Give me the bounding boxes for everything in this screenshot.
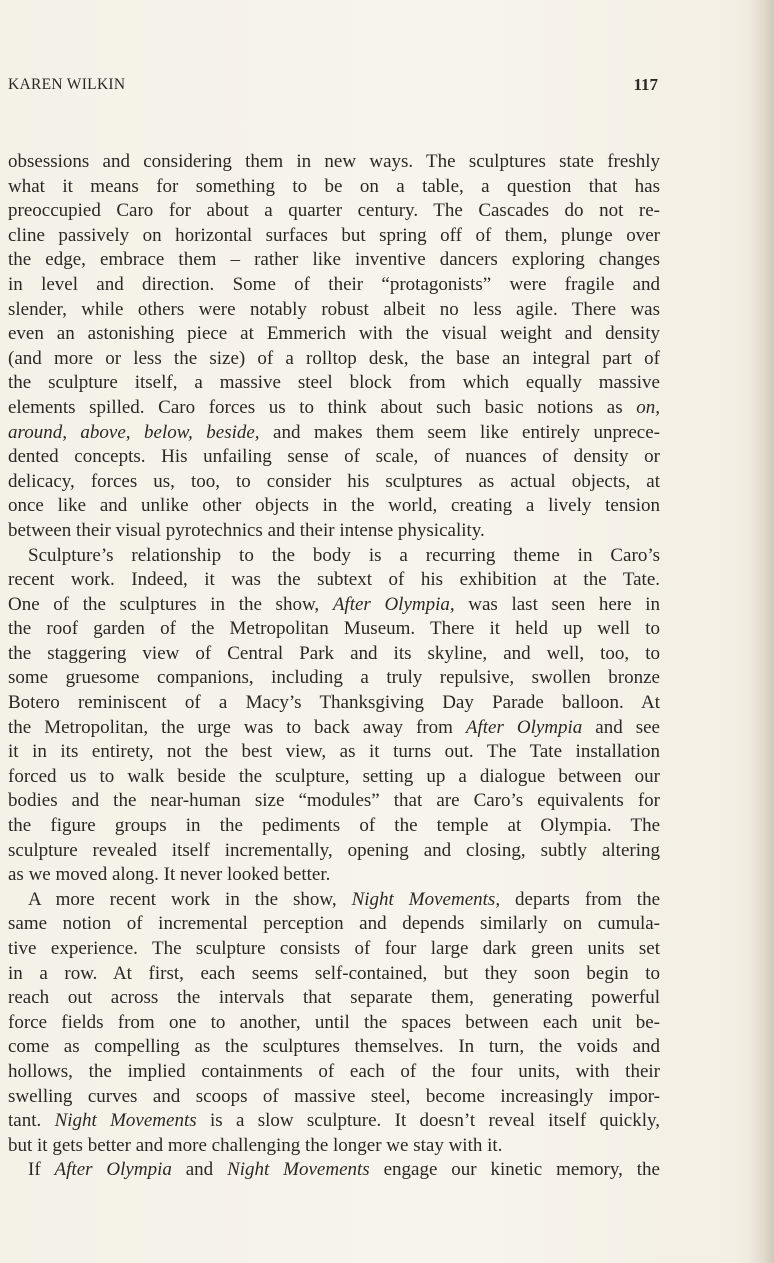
text-line <box>8 1109 660 1134</box>
text-line <box>8 789 660 814</box>
text-segment: and makes them seem like entirely unprece- <box>259 421 660 443</box>
text-line <box>8 150 660 175</box>
text-segment: delicacy, forces us, too, to consider his sculptures as actual objects, at <box>8 470 660 492</box>
text-line <box>8 1060 660 1085</box>
text-segment: the figure groups in the pediments of the temple at Olympia. The <box>8 815 660 837</box>
text-line <box>8 617 660 642</box>
text-segment: and <box>171 1159 228 1181</box>
text-segment: once like and unlike other objects in the world, creating a lively tension <box>8 495 660 517</box>
text-segment: tive experience. The sculpture consists of four large dark green units set <box>8 938 660 959</box>
text-segment: elements spilled. Caro forces us to think about such basic notions as <box>8 396 637 418</box>
text-line <box>8 421 660 446</box>
text-line <box>8 814 660 839</box>
text-line <box>8 519 660 544</box>
text-line <box>8 839 660 864</box>
text-segment: the sculpture itself, a massive steel block from which equally massive <box>8 372 660 394</box>
text-line <box>8 175 660 200</box>
text-segment: One of the sculptures in the show, <box>8 593 333 615</box>
text-segment: is a slow sculpture. It doesn’t reveal itself quickly, <box>196 1110 660 1132</box>
text-segment: between their visual pyrotechnics and their intense physicality. <box>8 519 485 541</box>
body-text <box>8 150 660 1183</box>
text-line <box>8 322 660 347</box>
text-line <box>8 199 660 224</box>
text-line <box>8 1134 660 1159</box>
text-segment: the roof garden of the Metropolitan Museum. There it held up well to <box>8 618 660 640</box>
text-line <box>8 273 660 298</box>
page-number: 117 <box>633 75 658 94</box>
text-segment: (and more or less the size) of a rolltop desk, the base an integral part of <box>8 347 660 369</box>
text-line <box>8 1035 660 1060</box>
text-line <box>8 1158 660 1183</box>
text-line <box>8 445 660 470</box>
text-segment: sculpture revealed itself incrementally, opening and closing, subtly altering <box>8 839 660 861</box>
text-line <box>8 470 660 495</box>
text-segment: but it gets better and more challenging the longer we stay with it. <box>8 1134 503 1156</box>
text-line <box>8 740 660 765</box>
text-line <box>8 298 660 323</box>
text-segment: dented concepts. His unfailing sense of scale, of nuances of density or <box>8 446 660 468</box>
text-line <box>8 863 660 888</box>
text-segment: tant. <box>8 1110 55 1132</box>
text-segment: swelling curves and scoops of massive steel, become increasingly impor- <box>8 1085 660 1107</box>
text-line <box>8 642 660 667</box>
text-segment: preoccupied Caro for about a quarter century. The Cascades do not re- <box>8 200 660 222</box>
text-segment: in a row. At first, each seems self-contained, but they soon begin to <box>8 962 660 984</box>
text-segment: it in its entirety, not the best view, as it turns out. The Tate installation <box>8 741 660 763</box>
text-segment: departs from the <box>500 888 660 910</box>
page-header <box>8 76 658 100</box>
text-segment: Sculpture’s relationship to the body is a recurring theme in Caro’s <box>28 544 660 566</box>
text-segment: was last seen here in <box>454 593 660 615</box>
text-line <box>8 986 660 1011</box>
running-head: KAREN WILKIN <box>8 76 126 93</box>
text-line <box>8 371 660 396</box>
text-segment: the edge, embrace them – rather like inventive dancers exploring changes <box>8 249 660 271</box>
italic-text: around, above, below, beside, <box>8 421 260 443</box>
text-segment: slender, while others were notably robust albeit no less agile. There was <box>8 298 660 320</box>
text-line <box>8 962 660 987</box>
text-segment: obsessions and considering them in new ways. The sculptures state freshly <box>8 151 660 172</box>
text-line <box>8 888 660 913</box>
text-line <box>8 1011 660 1036</box>
text-segment: as we moved along. It never looked better. <box>8 864 331 886</box>
text-line <box>8 691 660 716</box>
text-line <box>8 912 660 937</box>
text-line <box>8 544 660 569</box>
italic-text: After Olympia, <box>332 593 455 615</box>
text-segment: the staggering view of Central Park and its skyline, and well, too, to <box>8 642 660 664</box>
text-line <box>8 1085 660 1110</box>
text-line <box>8 666 660 691</box>
italic-text: Night Movements <box>54 1110 197 1132</box>
text-line <box>8 593 660 618</box>
text-line <box>8 568 660 593</box>
text-segment: same notion of incremental perception and depends similarly on cumula- <box>8 913 660 935</box>
text-segment: If <box>28 1159 55 1181</box>
text-segment: forced us to walk beside the sculpture, setting up a dialogue between our <box>8 765 660 787</box>
text-line <box>8 248 660 273</box>
text-segment: some gruesome companions, including a truly repulsive, swollen bronze <box>8 667 660 689</box>
text-segment: hollows, the implied containments of each of the four units, with their <box>8 1060 660 1082</box>
italic-text: Night Movements <box>227 1159 370 1181</box>
text-line <box>8 396 660 421</box>
text-segment: come as compelling as the sculptures themselves. In turn, the voids and <box>8 1036 660 1058</box>
text-segment: even an astonishing piece at Emmerich with the visual weight and density <box>8 323 660 345</box>
italic-text: After Olympia <box>54 1159 172 1181</box>
text-line <box>8 716 660 741</box>
italic-text: Night Movements, <box>351 888 501 910</box>
text-segment: what it means for something to be on a table, a question that has <box>8 175 660 197</box>
text-line <box>8 765 660 790</box>
text-line <box>8 224 660 249</box>
text-segment: Botero reminiscent of a Macy’s Thanksgiving Day Parade balloon. At <box>8 692 660 714</box>
text-segment: the Metropolitan, the urge was to back away from <box>8 716 466 738</box>
text-segment: A more recent work in the show, <box>28 888 352 910</box>
text-segment: bodies and the near-human size “modules” that are Caro’s equivalents for <box>8 790 660 812</box>
text-line <box>8 347 660 372</box>
italic-text: After Olympia <box>465 716 583 738</box>
text-segment: force fields from one to another, until the spaces between each unit be- <box>8 1011 660 1033</box>
text-segment: engage our kinetic memory, the <box>369 1159 660 1181</box>
text-line <box>8 937 660 962</box>
text-segment: and see <box>582 716 660 738</box>
text-segment: reach out across the intervals that separate them, generating powerful <box>8 987 660 1009</box>
italic-text: on, <box>636 396 660 418</box>
text-segment: recent work. Indeed, it was the subtext of his exhibition at the Tate. <box>8 569 660 591</box>
text-segment: in level and direction. Some of their “protagonists” were fragile and <box>8 273 660 295</box>
text-segment: cline passively on horizontal surfaces but spring off of them, plunge over <box>8 224 660 246</box>
text-line <box>8 494 660 519</box>
